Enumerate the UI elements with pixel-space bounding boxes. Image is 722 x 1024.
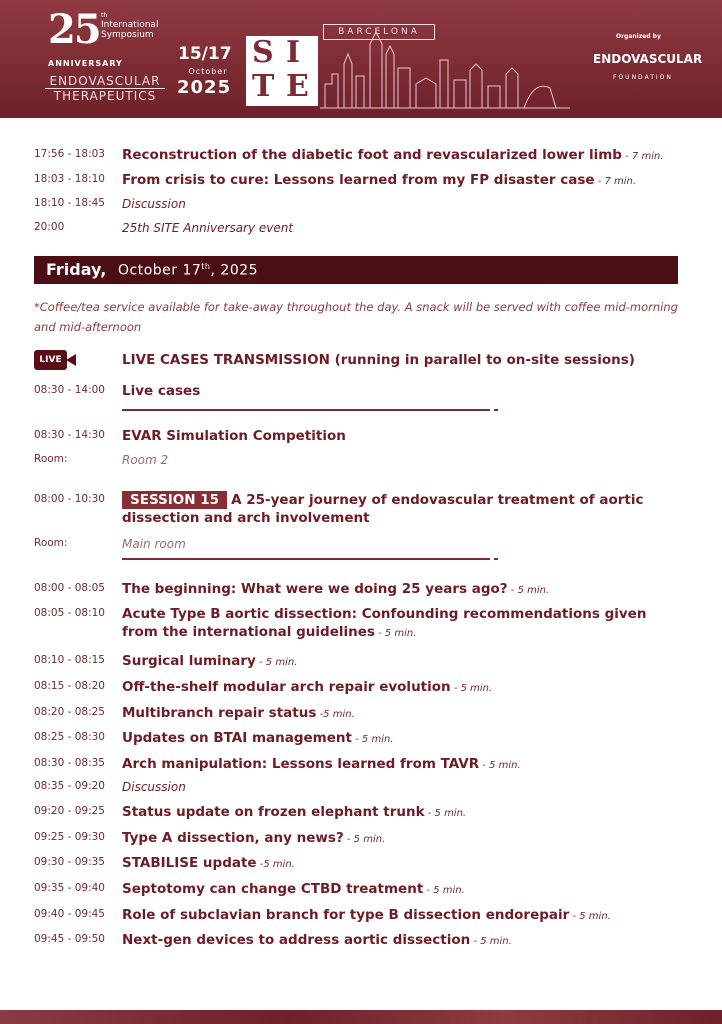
day-date: October 17th, 2025 bbox=[118, 262, 259, 279]
row-time: 18:10 - 18:45 bbox=[34, 197, 105, 209]
header-banner bbox=[0, 0, 722, 118]
row-time: 08:30 - 14:30 bbox=[34, 429, 105, 441]
row-time: 18:03 - 18:10 bbox=[34, 173, 105, 185]
row-duration: - 5 min. bbox=[255, 657, 298, 668]
live-badge: LIVE bbox=[34, 350, 67, 370]
row-title: Role of subclavian branch for type B dissection endorepair - 5 min. bbox=[122, 907, 611, 923]
row-title: Multibranch repair status -5 min. bbox=[122, 705, 355, 721]
row-title: Type A dissection, any news? - 5 min. bbox=[122, 830, 386, 846]
row-duration: - 5 min. bbox=[343, 834, 386, 845]
row-title: The beginning: What were we doing 25 years ago? - 5 min. bbox=[122, 581, 550, 597]
row-duration: - 5 min. bbox=[450, 683, 493, 694]
row-title: Reconstruction of the diabetic foot and revascularized lower limb - 7 min. bbox=[122, 147, 664, 163]
site-letter: T bbox=[252, 69, 275, 104]
row-time: 20:00 bbox=[34, 221, 65, 233]
therapeutics-label: THERAPEUTICS bbox=[53, 89, 157, 103]
row-duration: -5 min. bbox=[256, 859, 295, 870]
site-letter: S bbox=[252, 35, 274, 70]
row-title: EVAR Simulation Competition bbox=[122, 428, 346, 444]
row-duration: - 7 min. bbox=[621, 151, 664, 162]
row-title: Septotomy can change CTBD treatment - 5 min. bbox=[122, 881, 465, 897]
row-title: Status update on frozen elephant trunk - 5 min. bbox=[122, 804, 467, 820]
room-label: Room: bbox=[34, 537, 68, 549]
event-year: 2025 bbox=[177, 77, 232, 98]
room-value: Main room bbox=[122, 537, 186, 551]
event-dates: 15/17 bbox=[178, 44, 232, 64]
endovascular-label: ENDOVASCULAR bbox=[45, 74, 165, 89]
symposium-label: Symposium bbox=[101, 30, 154, 40]
row-duration: - 5 min. bbox=[479, 760, 521, 771]
room-value: Room 2 bbox=[122, 453, 169, 467]
city-label: BARCELONA bbox=[323, 24, 435, 40]
row-time: 08:00 - 08:05 bbox=[34, 582, 105, 594]
row-duration: - 5 min. bbox=[374, 628, 417, 639]
row-time: 09:30 - 09:35 bbox=[34, 856, 105, 868]
row-duration: -5 min. bbox=[316, 709, 355, 720]
row-title: 25th SITE Anniversary event bbox=[122, 221, 294, 235]
coffee-note: *Coffee/tea service available for take-away throughout the day. A snack will be served with coffee mid-morning and mid-afternoon bbox=[34, 300, 678, 334]
row-time: 09:45 - 09:50 bbox=[34, 933, 105, 945]
row-time: 09:25 - 09:30 bbox=[34, 831, 105, 843]
site-letter: I bbox=[286, 35, 301, 70]
organizer-foundation: FOUNDATION bbox=[613, 74, 673, 81]
row-duration: - 5 min. bbox=[470, 936, 512, 947]
row-title: Discussion bbox=[122, 197, 186, 211]
row-duration: - 5 min. bbox=[351, 734, 394, 745]
divider bbox=[122, 409, 490, 411]
row-title: STABILISE update -5 min. bbox=[122, 855, 295, 871]
row-time: 09:35 - 09:40 bbox=[34, 882, 105, 894]
row-title: Surgical luminary - 5 min. bbox=[122, 653, 298, 669]
room-label: Room: bbox=[34, 453, 68, 465]
row-time: 08:30 - 08:35 bbox=[34, 757, 105, 769]
row-title: Off-the-shelf modular arch repair evolution - 5 min. bbox=[122, 679, 493, 695]
divider bbox=[122, 558, 490, 560]
row-title: Live cases bbox=[122, 383, 201, 399]
anniversary-number: 25 bbox=[48, 6, 100, 53]
row-title: Acute Type B aortic dissection: Confounding recommendations given from the international guidelines - 5 min. bbox=[122, 606, 647, 640]
row-time: 09:20 - 09:25 bbox=[34, 805, 105, 817]
session-tag: SESSION 15 bbox=[122, 491, 227, 509]
row-duration: - 5 min. bbox=[424, 808, 467, 819]
row-time: 08:25 - 08:30 bbox=[34, 731, 105, 743]
site-letter: E bbox=[286, 69, 309, 104]
row-duration: - 5 min. bbox=[507, 585, 550, 596]
day-header bbox=[34, 256, 678, 284]
day-name: Friday, bbox=[46, 260, 107, 279]
international-label: International bbox=[101, 20, 159, 30]
row-duration: - 5 min. bbox=[569, 911, 611, 922]
row-time: 17:56 - 18:03 bbox=[34, 148, 105, 160]
row-duration: - 5 min. bbox=[423, 885, 465, 896]
live-title: LIVE CASES TRANSMISSION (running in parallel to on-site sessions) bbox=[122, 352, 635, 368]
row-duration: - 7 min. bbox=[594, 176, 637, 187]
session-title: SESSION 15 A 25-year journey of endovascular treatment of aortic dissection and arch involvement bbox=[122, 492, 644, 526]
row-time: 08:20 - 08:25 bbox=[34, 706, 105, 718]
row-title: Arch manipulation: Lessons learned from TAVR - 5 min. bbox=[122, 756, 521, 772]
anniversary-label: ANNIVERSARY bbox=[48, 59, 123, 68]
row-title: From crisis to cure: Lessons learned from my FP disaster case - 7 min. bbox=[122, 172, 637, 188]
row-title: Updates on BTAI management - 5 min. bbox=[122, 730, 394, 746]
row-title: Discussion bbox=[122, 780, 186, 794]
footer-strip bbox=[0, 1010, 722, 1024]
row-title: Next-gen devices to address aortic dissection - 5 min. bbox=[122, 932, 512, 948]
row-time: 08:35 - 09:20 bbox=[34, 780, 105, 792]
row-time: 08:15 - 08:20 bbox=[34, 680, 105, 692]
row-time: 08:30 - 14:00 bbox=[34, 384, 105, 396]
row-time: 08:10 - 08:15 bbox=[34, 654, 105, 666]
row-time: 08:05 - 08:10 bbox=[34, 607, 105, 619]
organizer-name: ENDOVASCULAR bbox=[593, 52, 703, 66]
event-month: October bbox=[188, 67, 228, 76]
organized-by-label: Organized by bbox=[616, 33, 661, 40]
anniversary-suffix: th bbox=[101, 12, 108, 19]
site-logo bbox=[246, 36, 318, 106]
live-camera-icon bbox=[34, 350, 78, 370]
row-time: 09:40 - 09:45 bbox=[34, 908, 105, 920]
row-time: 08:00 - 10:30 bbox=[34, 493, 105, 505]
